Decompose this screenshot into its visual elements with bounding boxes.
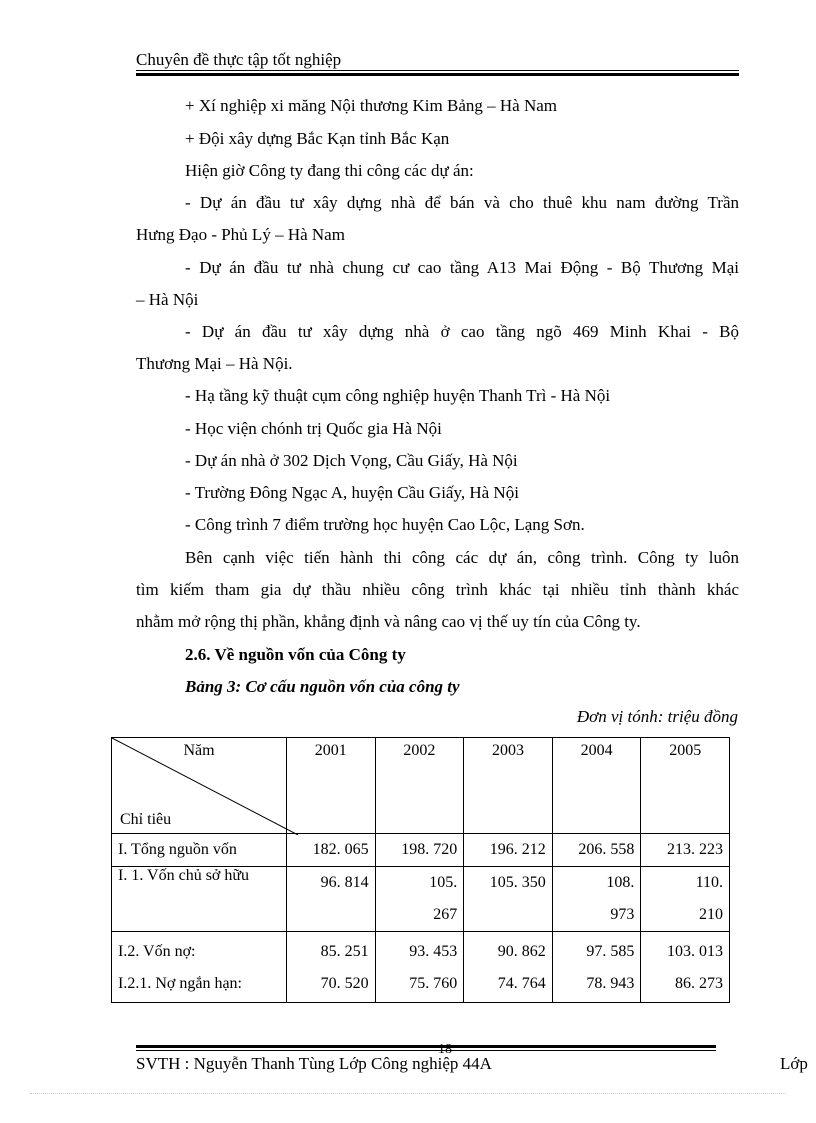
- cell-value-continued: 210: [699, 906, 723, 923]
- cell-value: 103. 013: [667, 943, 723, 960]
- table-cell: [464, 932, 553, 1003]
- year-header: 2001: [287, 738, 376, 834]
- body-line: Hưng Đạo - Phủ Lý – Hà Nam: [136, 225, 345, 244]
- row-label: I. Tổng nguồn vốn: [112, 834, 287, 867]
- body-line: Thương Mại – Hà Nội.: [136, 354, 293, 373]
- footer-rule-thin: [136, 1050, 716, 1051]
- section-heading: 2.6. Về nguồn vốn của Công ty: [185, 645, 406, 664]
- row-label-text: I.2. Vốn nợ:: [118, 943, 196, 960]
- table-cell: [552, 932, 641, 1003]
- table-cell: [641, 867, 730, 932]
- table-cell: 196. 212: [464, 834, 553, 867]
- table-row: [112, 867, 730, 932]
- table-caption: Bảng 3: Cơ cấu nguồn vốn của công ty: [185, 677, 460, 696]
- body-line: Bên cạnh việc tiến hành thi công các dự án, công trình. Công ty luôn: [185, 548, 739, 567]
- body-line: - Học viện chónh trị Quốc gia Hà Nội: [185, 419, 442, 438]
- row-label: [112, 932, 287, 1003]
- body-line: - Dự án đầu tư xây dựng nhà để bán và cho thuê khu nam đường Trần: [185, 193, 739, 212]
- body-line: + Xí nghiệp xi măng Nội thương Kim Bảng – Hà Nam: [185, 96, 557, 115]
- table-cell: 213. 223: [641, 834, 730, 867]
- cell-value: 90. 862: [497, 943, 546, 960]
- table-cell: [375, 932, 464, 1003]
- corner-indicator-label: Chỉ tiêu: [120, 811, 172, 828]
- body-line: - Công trình 7 điểm trường học huyện Cao Lộc, Lạng Sơn.: [185, 515, 585, 534]
- table-header-row: [112, 738, 730, 834]
- page-edge-dotted-line: [30, 1093, 786, 1094]
- body-line: - Dự án đầu tư xây dựng nhà ở cao tầng ngõ 469 Minh Khai - Bộ: [185, 322, 739, 341]
- cell-value: 97. 585: [586, 943, 635, 960]
- body-line: nhằm mở rộng thị phần, khẳng định và nâng cao vị thế uy tín của Công ty.: [136, 612, 641, 631]
- cell-value: 110.: [695, 874, 723, 891]
- cell-value: 78. 943: [586, 975, 635, 992]
- footer-author: SVTH : Nguyễn Thanh Tùng Lớp Công nghiệp 44A: [136, 1054, 492, 1073]
- body-line: - Dự án nhà ở 302 Dịch Vọng, Cầu Giấy, Hà Nội: [185, 451, 518, 470]
- cell-value-continued: 267: [433, 906, 458, 923]
- body-line: Hiện giờ Công ty đang thi công các dự án:: [185, 161, 474, 180]
- page-number: 18: [438, 1042, 452, 1057]
- capital-structure-table: [111, 737, 730, 1003]
- table-cell: 206. 558: [552, 834, 641, 867]
- cell-value-continued: 973: [610, 906, 635, 923]
- table-cell: [464, 867, 553, 932]
- header-rule-thick: [136, 73, 739, 76]
- cell-value: 86. 273: [675, 975, 723, 992]
- table-corner-cell: [112, 738, 287, 834]
- footer-class-label: Lớp: [780, 1054, 808, 1073]
- body-line: - Hạ tầng kỹ thuật cụm công nghiệp huyện Thanh Trì - Hà Nội: [185, 386, 611, 405]
- unit-note: Đơn vị tónh: triệu đồng: [576, 707, 738, 726]
- body-line: – Hà Nội: [136, 290, 199, 309]
- row-label: I. 1. Vốn chủ sở hữu: [112, 867, 287, 932]
- header-title: Chuyên đề thực tập tốt nghiệp: [136, 50, 342, 69]
- cell-value: 85. 251: [320, 943, 369, 960]
- table-cell: [552, 867, 641, 932]
- table-cell: [641, 932, 730, 1003]
- cell-value: 93. 453: [409, 943, 458, 960]
- cell-value: 70. 520: [320, 975, 369, 992]
- cell-value: 105. 350: [489, 874, 546, 891]
- table-cell: [375, 867, 464, 932]
- row-label-text: I.2.1. Nợ ngắn hạn:: [118, 975, 242, 992]
- year-header: 2002: [375, 738, 464, 834]
- cell-value: 75. 760: [409, 975, 458, 992]
- body-line: - Dự án đầu tư nhà chung cư cao tầng A13 Mai Động - Bộ Thương Mại: [185, 258, 739, 277]
- year-header: 2005: [641, 738, 730, 834]
- footer-rule-thick: [136, 1045, 716, 1048]
- table-row: [112, 834, 730, 867]
- cell-value: 105.: [429, 874, 458, 891]
- body-line: + Đội xây dựng Bắc Kạn tỉnh Bắc Kạn: [185, 129, 450, 148]
- table-cell: 198. 720: [375, 834, 464, 867]
- year-header: 2003: [464, 738, 553, 834]
- corner-year-label: Năm: [183, 742, 215, 759]
- table-cell: [287, 932, 376, 1003]
- table-row: [112, 932, 730, 1003]
- cell-value: 108.: [606, 874, 635, 891]
- cell-value: 74. 764: [497, 975, 546, 992]
- cell-value: 96. 814: [320, 874, 369, 891]
- year-header: 2004: [552, 738, 641, 834]
- header-rule-thin: [136, 70, 739, 71]
- table-cell: [287, 867, 376, 932]
- body-line: tìm kiếm tham gia dự thầu nhiều công trình khác tại nhiều tỉnh thành khác: [136, 580, 739, 599]
- body-line: - Trường Đông Ngạc A, huyện Cầu Giấy, Hà Nội: [185, 483, 519, 502]
- table-cell: 182. 065: [287, 834, 376, 867]
